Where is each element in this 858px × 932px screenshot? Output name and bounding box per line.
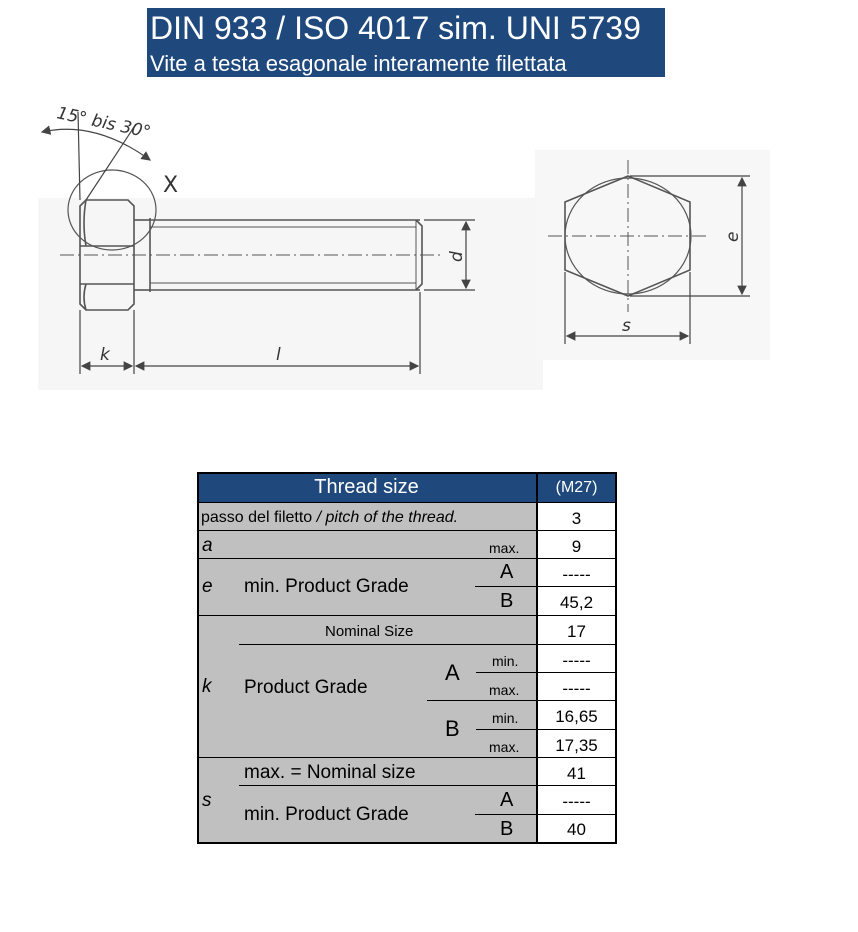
k-a-max-label: max. — [489, 682, 520, 698]
k-b-max-value: 17,35 — [538, 736, 615, 756]
k-b-min-value: 16,65 — [538, 707, 615, 727]
thread-size-label: Thread size — [314, 476, 419, 498]
s-value-b: 40 — [538, 820, 615, 840]
k-a-min-label: min. — [492, 653, 519, 669]
e-grade-b: B — [500, 590, 514, 612]
k-a-min-value: ----- — [538, 651, 615, 671]
s-value-a: ----- — [538, 792, 615, 812]
k-nominal-label: Nominal Size — [325, 623, 414, 640]
pitch-label: passo del filetto / pitch of the thread. — [201, 509, 459, 526]
standard-subtitle: Vite a testa esagonale interamente filettata — [150, 51, 567, 76]
thread-size-value: (M27) — [555, 479, 598, 496]
k-b-min-label: min. — [492, 710, 519, 726]
s-symbol: s — [202, 790, 212, 811]
angle-label: 15° bis 30° — [54, 103, 153, 143]
k-nominal-value: 17 — [538, 622, 615, 642]
pitch-value: 3 — [538, 509, 615, 529]
s-grade-a: A — [500, 789, 514, 811]
e-grade-a: A — [500, 561, 514, 583]
a-max-label: max. — [489, 540, 520, 556]
s-max-value: 41 — [538, 764, 615, 784]
a-value: 9 — [538, 537, 615, 557]
d-label: d — [447, 251, 467, 262]
standard-title: DIN 933 / ISO 4017 sim. UNI 5739 — [150, 10, 641, 46]
k-grade-b: B — [445, 716, 460, 741]
e-symbol: e — [202, 576, 213, 597]
s-label: s — [622, 316, 631, 336]
e-value-a: ----- — [538, 565, 615, 585]
k-a-max-value: ----- — [538, 679, 615, 699]
detail-x-label: X — [163, 173, 179, 198]
k-label: k — [100, 345, 110, 365]
l-label: l — [276, 345, 281, 365]
k-b-max-label: max. — [489, 739, 520, 755]
s-max-label: max. = Nominal size — [244, 762, 416, 783]
e-label: e — [723, 231, 743, 242]
k-grade-a: A — [445, 660, 460, 685]
k-symbol: k — [202, 676, 212, 697]
label-column — [197, 502, 536, 844]
e-product-grade-label: min. Product Grade — [244, 576, 409, 597]
s-product-grade-label: min. Product Grade — [244, 804, 409, 825]
bolt-technical-drawing — [0, 0, 858, 440]
s-grade-b: B — [500, 818, 514, 840]
specification-table — [197, 472, 617, 844]
k-product-grade-label: Product Grade — [244, 677, 368, 698]
e-value-b: 45,2 — [538, 593, 615, 613]
a-symbol: a — [202, 535, 213, 556]
